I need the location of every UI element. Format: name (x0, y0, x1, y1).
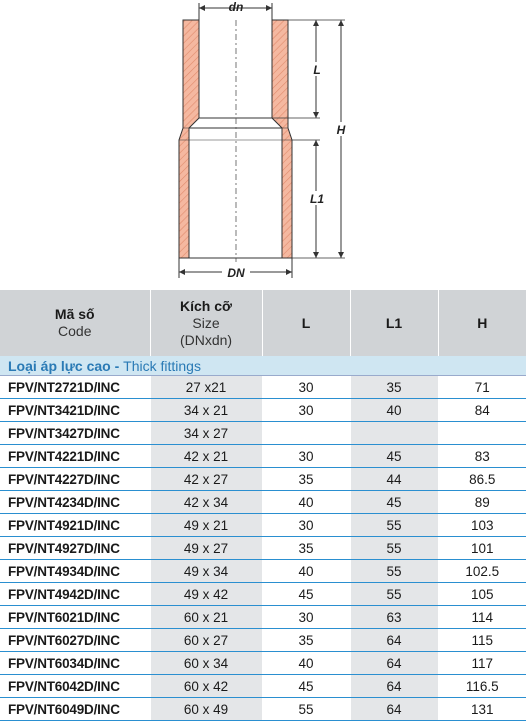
cell-H: 84 (438, 399, 526, 422)
table-row (0, 491, 526, 514)
cell-L1: 63 (350, 606, 438, 629)
cell-L1: 44 (350, 468, 438, 491)
cell-code: FPV/NT6042D/INC (0, 675, 150, 698)
cell-L: 40 (262, 652, 350, 675)
reducer-drawing (0, 0, 526, 290)
cell-L: 30 (262, 514, 350, 537)
cell-H: 102.5 (438, 560, 526, 583)
reducer-diagram (0, 0, 526, 290)
header-size-vn: Kích cỡ (180, 297, 232, 314)
cell-size: 49 x 42 (150, 583, 262, 606)
cell-L: 45 (262, 583, 350, 606)
cell-L1: 40 (350, 399, 438, 422)
cell-code: FPV/NT4221D/INC (0, 445, 150, 468)
cell-size: 60 x 34 (150, 652, 262, 675)
cell-size: 60 x 49 (150, 698, 262, 721)
cell-size: 34 x 27 (150, 422, 262, 445)
cell-L1: 64 (350, 675, 438, 698)
cell-code: FPV/NT2721D/INC (0, 376, 150, 399)
table-row (0, 629, 526, 652)
cell-L: 35 (262, 629, 350, 652)
header-L (262, 290, 350, 356)
cell-code: FPV/NT4234D/INC (0, 491, 150, 514)
cell-L1: 35 (350, 376, 438, 399)
cell-H: 103 (438, 514, 526, 537)
table-row (0, 606, 526, 629)
table-header-row (0, 290, 526, 356)
cell-code: FPV/NT4227D/INC (0, 468, 150, 491)
cell-L1: 55 (350, 560, 438, 583)
cell-code: FPV/NT6027D/INC (0, 629, 150, 652)
cell-size: 60 x 27 (150, 629, 262, 652)
cell-size: 34 x 21 (150, 399, 262, 422)
cell-L (262, 422, 350, 445)
cell-code: FPV/NT6021D/INC (0, 606, 150, 629)
cell-L: 30 (262, 376, 350, 399)
specification-table (0, 290, 526, 721)
cell-L: 30 (262, 606, 350, 629)
cell-code: FPV/NT4927D/INC (0, 537, 150, 560)
section-row (0, 356, 526, 376)
header-code (0, 290, 150, 356)
cell-H: 83 (438, 445, 526, 468)
cell-L: 55 (262, 698, 350, 721)
cell-H: 116.5 (438, 675, 526, 698)
cell-H: 117 (438, 652, 526, 675)
table-row (0, 445, 526, 468)
DN-label: DN (227, 266, 245, 280)
cell-L1 (350, 422, 438, 445)
header-H (438, 290, 526, 356)
table-row (0, 560, 526, 583)
header-size-en: Size (192, 314, 220, 331)
table-row (0, 698, 526, 721)
cell-L1: 64 (350, 629, 438, 652)
cell-L: 35 (262, 468, 350, 491)
L-label: L (313, 63, 321, 77)
header-size-unit: (DNxdn) (179, 331, 233, 348)
cell-size: 42 x 27 (150, 468, 262, 491)
table-row (0, 468, 526, 491)
cell-code: FPV/NT6034D/INC (0, 652, 150, 675)
cell-L1: 55 (350, 514, 438, 537)
cell-size: 27 x21 (150, 376, 262, 399)
section-title-vn: Loại áp lực cao - (8, 357, 124, 374)
cell-code: FPV/NT4942D/INC (0, 583, 150, 606)
table-row (0, 399, 526, 422)
table-row (0, 514, 526, 537)
cell-H (438, 422, 526, 445)
cell-size: 42 x 21 (150, 445, 262, 468)
cell-code: FPV/NT4921D/INC (0, 514, 150, 537)
dn-label: dn (228, 0, 244, 14)
cell-L1: 55 (350, 537, 438, 560)
cell-L1: 45 (350, 445, 438, 468)
section-title (0, 356, 526, 376)
header-size (150, 290, 262, 356)
header-L-text: L (301, 314, 311, 331)
cell-size: 60 x 21 (150, 606, 262, 629)
table-row (0, 537, 526, 560)
table-row (0, 675, 526, 698)
cell-H: 131 (438, 698, 526, 721)
cell-L: 35 (262, 537, 350, 560)
cell-code: FPV/NT4934D/INC (0, 560, 150, 583)
cell-L1: 64 (350, 698, 438, 721)
cell-H: 71 (438, 376, 526, 399)
H-label: H (336, 123, 346, 137)
cell-H: 115 (438, 629, 526, 652)
cell-H: 86.5 (438, 468, 526, 491)
header-L1-text: L1 (385, 314, 403, 331)
cell-L: 45 (262, 675, 350, 698)
cell-L1: 45 (350, 491, 438, 514)
header-H-text: H (477, 314, 488, 331)
cell-size: 42 x 34 (150, 491, 262, 514)
cell-L: 30 (262, 445, 350, 468)
cell-L1: 55 (350, 583, 438, 606)
cell-H: 114 (438, 606, 526, 629)
table-row (0, 652, 526, 675)
cell-L: 40 (262, 491, 350, 514)
table-row (0, 583, 526, 606)
right-wall (272, 20, 292, 258)
cell-L1: 64 (350, 652, 438, 675)
cell-size: 49 x 21 (150, 514, 262, 537)
header-code-en: Code (58, 323, 92, 339)
specification-table-wrap (0, 290, 526, 721)
cell-L: 30 (262, 399, 350, 422)
cell-H: 89 (438, 491, 526, 514)
table-row (0, 376, 526, 399)
cell-code: FPV/NT3427D/INC (0, 422, 150, 445)
cell-size: 49 x 27 (150, 537, 262, 560)
section-title-en: Thick fittings (123, 357, 201, 374)
header-L1 (350, 290, 438, 356)
cell-L: 40 (262, 560, 350, 583)
cell-H: 101 (438, 537, 526, 560)
cell-code: FPV/NT3421D/INC (0, 399, 150, 422)
cell-code: FPV/NT6049D/INC (0, 698, 150, 721)
header-code-vn: Mã số (54, 306, 95, 322)
cell-H: 105 (438, 583, 526, 606)
table-row (0, 422, 526, 445)
cell-size: 60 x 42 (150, 675, 262, 698)
cell-size: 49 x 34 (150, 560, 262, 583)
L1-label: L1 (309, 192, 325, 206)
left-wall (179, 20, 199, 258)
